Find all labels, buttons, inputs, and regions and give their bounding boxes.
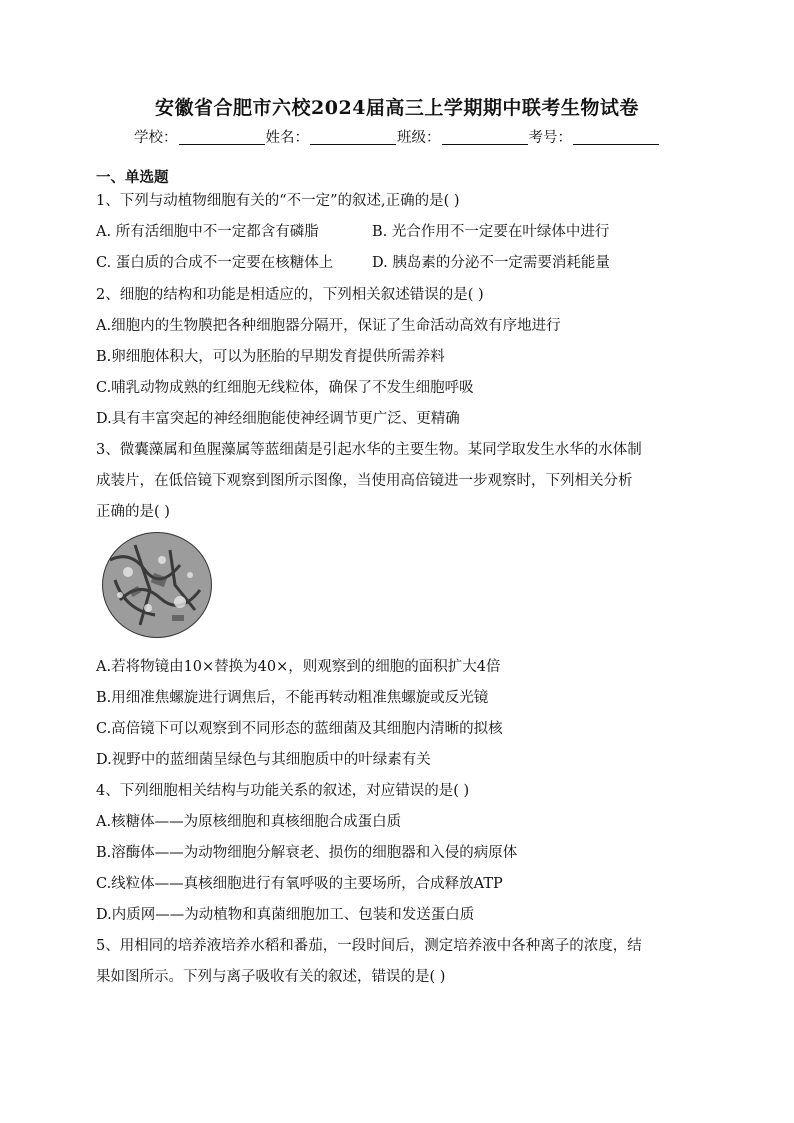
question-1-stem: 1、下列与动植物细胞有关的“不一定”的叙述,正确的是( )	[96, 193, 460, 209]
question-4-option-d: D.内质网——为动植物和真菌细胞加工、包装和发送蛋白质	[96, 907, 475, 923]
question-5-stem-line-2: 果如图所示。下列与离子吸收有关的叙述，错误的是( )	[96, 969, 446, 985]
question-3-stem-line-2: 成装片，在低倍镜下观察到图所示图像，当使用高倍镜进一步观察时，下列相关分析	[96, 473, 633, 489]
section-heading: 一、单选题	[96, 169, 169, 186]
microscope-field-image	[100, 530, 214, 640]
question-1-option-a: A. 所有活细胞中不一定都含有磷脂	[96, 224, 319, 240]
class-blank[interactable]	[442, 130, 528, 145]
name-blank[interactable]	[310, 130, 396, 145]
question-2-option-c: C.哺乳动物成熟的红细胞无线粒体，确保了不发生细胞呼吸	[96, 380, 474, 396]
school-blank[interactable]	[179, 130, 265, 145]
question-2-option-a: A.细胞内的生物膜把各种细胞器分隔开，保证了生命活动高效有序地进行	[96, 318, 561, 334]
question-4-option-b: B.溶酶体——为动物细胞分解衰老、损伤的细胞器和入侵的病原体	[96, 845, 518, 861]
question-3-stem-line-3: 正确的是( )	[96, 504, 170, 520]
exam-no-label: 考号：	[528, 130, 572, 146]
question-1-option-c: C. 蛋白质的合成不一定要在核糖体上	[96, 255, 334, 271]
question-4-option-a: A.核糖体——为原核细胞和真核细胞合成蛋白质	[96, 814, 402, 830]
question-3-option-c: C.高倍镜下可以观察到不同形态的蓝细菌及其细胞内清晰的拟核	[96, 721, 503, 737]
question-2-option-d: D.具有丰富突起的神经细胞能使神经调节更广泛、更精确	[96, 411, 460, 427]
page-title: 安徽省合肥市六校2024届高三上学期期中联考生物试卷	[155, 97, 639, 119]
question-3-option-b: B.用细准焦螺旋进行调焦后，不能再转动粗准焦螺旋或反光镜	[96, 690, 489, 706]
name-label: 姓名：	[265, 130, 309, 146]
question-1-option-d: D. 胰岛素的分泌不一定需要消耗能量	[372, 255, 610, 271]
student-info-row	[0, 126, 794, 147]
question-2-option-b: B.卵细胞体积大，可以为胚胎的早期发育提供所需养料	[96, 349, 445, 365]
question-5-stem-line-1: 5、用相同的培养液培养水稻和番茄，一段时间后，测定培养液中各种离子的浓度，结	[96, 938, 642, 954]
question-4-stem: 4、下列细胞相关结构与功能关系的叙述，对应错误的是( )	[96, 783, 470, 799]
class-label: 班级：	[397, 130, 441, 146]
question-1-option-b: B. 光合作用不一定要在叶绿体中进行	[372, 224, 610, 240]
question-4-option-c: C.线粒体——真核细胞进行有氧呼吸的主要场所，合成释放ATP	[96, 876, 503, 892]
question-3-option-a: A.若将物镜由10×替换为40×，则观察到的细胞的面积扩大4倍	[96, 659, 501, 675]
question-3-stem-line-1: 3、微囊藻属和鱼腥藻属等蓝细菌是引起水华的主要生物。某同学取发生水华的水体制	[96, 442, 642, 458]
exam-no-blank[interactable]	[573, 130, 659, 145]
question-3-option-d: D.视野中的蓝细菌呈绿色与其细胞质中的叶绿素有关	[96, 752, 431, 768]
school-label: 学校：	[134, 130, 178, 146]
question-2-stem: 2、细胞的结构和功能是相适应的，下列相关叙述错误的是( )	[96, 287, 484, 303]
